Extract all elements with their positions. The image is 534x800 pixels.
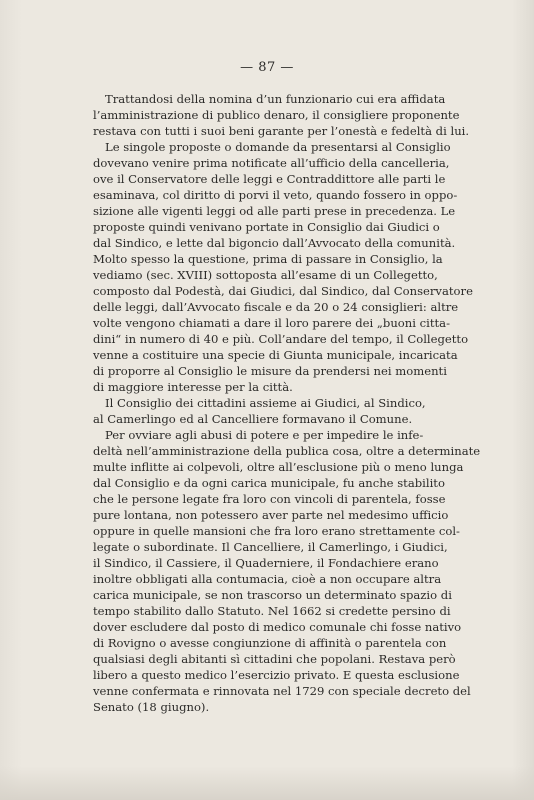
text-line: pure lontana, non potessero aver parte nel medesimo ufficio [93, 508, 449, 522]
text-line: volte vengono chiamati a dare il loro parere dei „buoni citta- [93, 316, 450, 330]
text-line: deltà nell’amministrazione della publica cosa, oltre a determinate [93, 444, 481, 458]
text-line: ove il Conservatore delle leggi e Contraddittore alle parti le [93, 172, 446, 186]
text-line: multe inflitte ai colpevoli, oltre all’esclusione più o meno lunga [93, 460, 464, 474]
text-line: Molto spesso la questione, prima di passare in Consiglio, la [93, 252, 443, 266]
text-line: dal Consiglio e da ogni carica municipale, fu anche stabilito [93, 476, 445, 490]
text-line: carica municipale, se non trascorso un determinato spazio di [93, 588, 452, 602]
text-line: sizione alle vigenti leggi od alle parti prese in precedenza. Le [93, 204, 456, 218]
text-line: venne confermata e rinnovata nel 1729 con speciale decreto del [93, 684, 471, 698]
text-line: oppure in quelle mansioni che fra loro erano strettamente col- [93, 524, 460, 538]
text-line: di maggiore interesse per la città. [93, 380, 293, 394]
text-line: di proporre al Consiglio le misure da prendersi nei momenti [93, 364, 447, 378]
text-line: di Rovigno o avesse congiunzione di affinità o parentela con [93, 636, 447, 650]
text-line: Le singole proposte o domande da presentarsi al Consiglio [105, 140, 451, 154]
text-line: delle leggi, dall’Avvocato fiscale e da 20 o 24 consiglieri: altre [93, 300, 459, 314]
text-line: Senato (18 giugno). [93, 700, 210, 714]
body-text [93, 91, 481, 715]
page-number: — 87 — [240, 60, 294, 75]
text-line: dini“ in numero di 40 e più. Coll’andare del tempo, il Collegetto [93, 332, 469, 346]
page-edge-shadow [0, 766, 534, 800]
text-line: Per ovviare agli abusi di potere e per impedire le infe- [105, 428, 424, 442]
text-line: l’amministrazione di publico denaro, il consigliere proponente [93, 108, 460, 122]
text-line: il Sindico, il Cassiere, il Quaderniere, il Fondachiere erano [93, 556, 439, 570]
text-line: esaminava, col diritto di porvi il veto, quando fossero in oppo- [93, 188, 458, 202]
text-line: tempo stabilito dallo Statuto. Nel 1662 si credette persino di [93, 604, 451, 618]
text-line: restava con tutti i suoi beni garante per l’onestà e fedeltà di lui. [93, 124, 470, 138]
text-line: venne a costituire una specie di Giunta municipale, incaricata [93, 348, 458, 362]
text-line: libero a questo medico l’esercizio privato. E questa esclusione [93, 668, 460, 682]
text-line: composto dal Podestà, dai Giudici, dal Sindico, dal Conservatore [93, 284, 473, 298]
text-line: dover escludere dal posto di medico comunale chi fosse nativo [93, 620, 462, 634]
text-line: che le persone legate fra loro con vincoli di parentela, fosse [93, 492, 446, 506]
text-line: proposte quindi venivano portate in Consiglio dai Giudici o [93, 220, 440, 234]
text-line: al Camerlingo ed al Cancelliere formavano il Comune. [93, 412, 413, 426]
text-line: Il Consiglio dei cittadini assieme ai Giudici, al Sindico, [105, 396, 426, 410]
text-line: vediamo (sec. XVIII) sottoposta all’esame di un Collegetto, [93, 268, 438, 282]
text-line: Trattandosi della nomina d’un funzionario cui era affidata [105, 92, 446, 106]
text-line: qualsiasi degli abitanti sì cittadini che popolani. Restava però [93, 652, 456, 666]
text-line: legate o subordinate. Il Cancelliere, il Camerlingo, i Giudici, [93, 540, 448, 554]
text-line: dal Sindico, e lette dal bigoncio dall’Avvocato della comunità. [93, 236, 456, 250]
text-line: inoltre obbligati alla contumacia, cioè a non occupare altra [93, 572, 442, 586]
text-line: dovevano venire prima notificate all’ufficio della cancelleria, [93, 156, 450, 170]
